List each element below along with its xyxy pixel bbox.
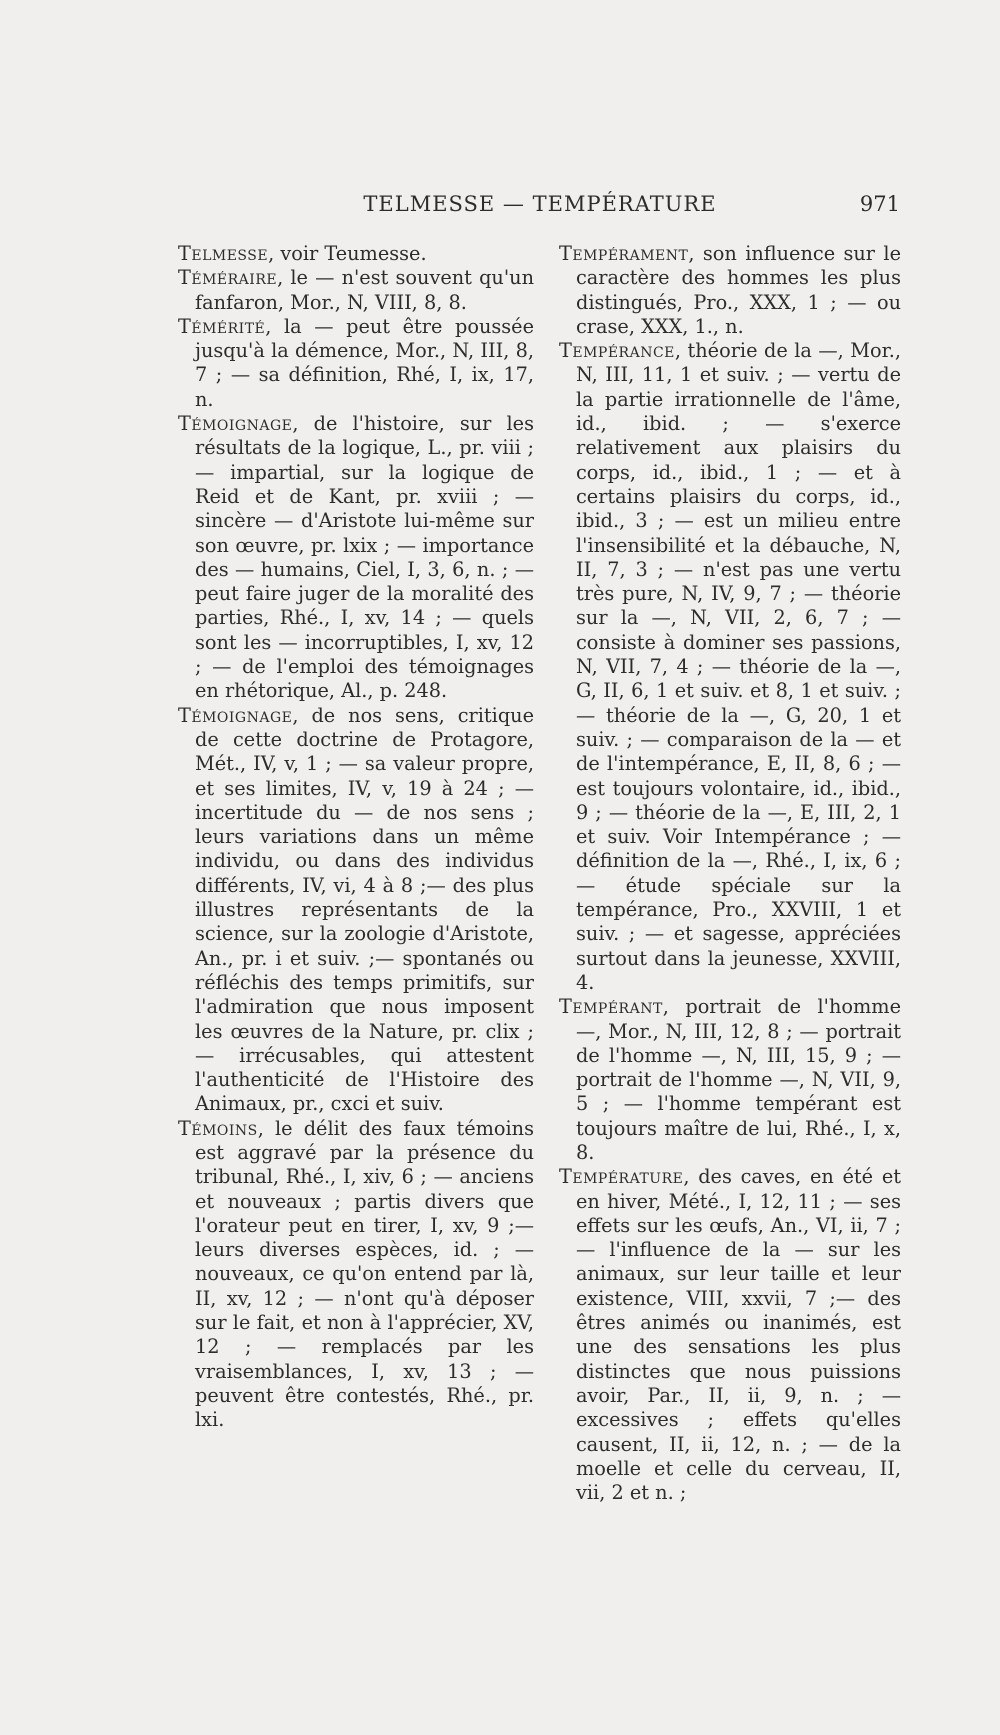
index-entry [178,412,534,704]
entry-text: , le délit des faux témoins est aggravé par la présence du tribunal, Rhé., I, xiv, 6 ; — anciens et nouveaux ; partis divers que l'orateur peut en tirer, I, xv, 9 ;—leurs diverses espèces, id. ; — nouveaux, ce qu'on entend par là, II, xv, 12 ; — n'ont qu'à déposer sur le fait, et non à l'apprécier, XV, 12 ; — remplacés par les vraisemblances, I, xv, 13 ; — peuvent être contestés, Rhé., pr. lxi. [195,1116,534,1432]
entry-headword: Témoignage [178,412,293,436]
entry-text: , portrait de l'homme —, Mor., N, III, 12, 8 ; — portrait de l'homme —, N, III, 15, 9 ; — portrait de l'homme —, N, VII, 9, 5 ; — l'homme tempérant est toujours maître de lui, Rhé., I, x, 8. [576,995,901,1164]
entry-headword: Témoins [178,1116,258,1140]
entry-text: , de nos sens, critique de cette doctrine de Protagore, Mét., IV, v, 1 ; — sa valeur propre, et ses limites, IV, v, 19 à 24 ; — incertitude du — de nos sens ; leurs variations dans un même individu, ou dans des individus différents, IV, vi, 4 à 8 ;— des plus illustres représentants de la science, sur la zoologie d'Aristote, An., pr. i et suiv. ;— spontanés ou réfléchis des temps primitifs, sur l'admiration que nous imposent les œuvres de la Nature, pr. clix ; — irrécusables, qui attestent l'authenticité de l'Histoire des Animaux, pr., cxci et suiv. [195,703,534,1116]
left-column [178,242,534,1433]
entry-headword: Tempérament [559,242,689,265]
index-entry [178,242,534,266]
entry-headword: Téméraire [178,266,278,290]
index-entry [178,1117,534,1433]
right-column [559,242,901,1505]
entry-text: , son influence sur le caractère des hommes les plus distingués, Pro., XXX, 1 ; — ou crase, XXX, 1., n. [576,242,901,338]
entry-headword: Tempérant [559,995,663,1019]
entry-headword: Témoignage [178,703,293,727]
index-entry [559,242,901,339]
entry-text: , théorie de la —, Mor., N, III, 11, 1 et suiv. ; — vertu de la partie irrationnelle de l'âme, id., ibid. ; — s'exerce relativement aux plaisirs du corps, id., ibid., 1 ; — et à certains plaisirs du corps, id., ibid., 3 ; — est un milieu entre l'insensibilité et la débauche, N, II, 7, 3 ; — n'est pas une vertu très pure, N, IV, 9, 7 ; — théorie sur la —, N, VII, 2, 6, 7 ; — consiste à dominer ses passions, N, VII, 7, 4 ; — théorie de la —, G, II, 6, 1 et suiv. et 8, 1 et suiv. ; — théorie de la —, G, 20, 1 et suiv. ; — comparaison de la — et de l'intempérance, E, II, 8, 6 ; — est toujours volontaire, id., ibid., 9 ; — théorie de la —, E, III, 2, 1 et suiv. Voir Intempérance ; — définition de la —, Rhé., I, ix, 6 ; — étude spéciale sur la tempérance, Pro., XXVIII, 1 et suiv. ; — et sagesse, appréciées surtout dans la jeunesse, XXVIII, 4. [576,339,901,994]
running-head [180,192,900,222]
index-entry [178,315,534,412]
index-entry [559,1165,901,1505]
entry-text: , la — peut être poussée jusqu'à la démence, Mor., N, III, 8, 7 ; — sa définition, Rhé, I, ix, 17, n. [195,314,534,411]
entry-headword: Telmesse [178,242,269,265]
entry-text: , de l'histoire, sur les résultats de la logique, L., pr. viii ; — impartial, sur la logique de Reid et de Kant, pr. xviii ; — sincère — d'Aristote lui-même sur son œuvre, pr. lxix ; — importance des — humains, Ciel, I, 3, 6, n. ; — peut faire juger de la moralité des parties, Rhé., I, xv, 14 ; — quels sont les — incorruptibles, I, xv, 12 ; — de l'emploi des témoignages en rhétorique, Al., p. 248. [195,412,534,703]
index-entry [178,266,534,315]
entry-text: , des caves, en été et en hiver, Mété., I, 12, 11 ; — ses effets sur les œufs, An., VI, ii, 7 ; — l'influence de la — sur les animaux, sur leur taille et leur existence, VIII, xxvii, 7 ;— des êtres animés ou inanimés, est une des sensations les plus distinctes que nous puissions avoir, Par., II, ii, 9, n. ; —excessives ; effets qu'elles causent, II, ii, 12, n. ; — de la moelle et celle du cerveau, II, vii, 2 et n. ; [576,1165,901,1505]
page-number: 971 [859,192,900,216]
index-entry [559,995,901,1165]
index-entry [559,339,901,995]
running-title: TELMESSE — TEMPÉRATURE [363,192,717,216]
index-entry [178,704,534,1117]
entry-headword: Tempérance [559,339,675,363]
entry-headword: Témérité [178,314,266,338]
entry-text: , voir Teumesse. [268,242,427,265]
entry-text: , le — n'est souvent qu'un fanfaron, Mor., N, VIII, 8, 8. [195,266,534,314]
entry-headword: Température [559,1165,684,1189]
